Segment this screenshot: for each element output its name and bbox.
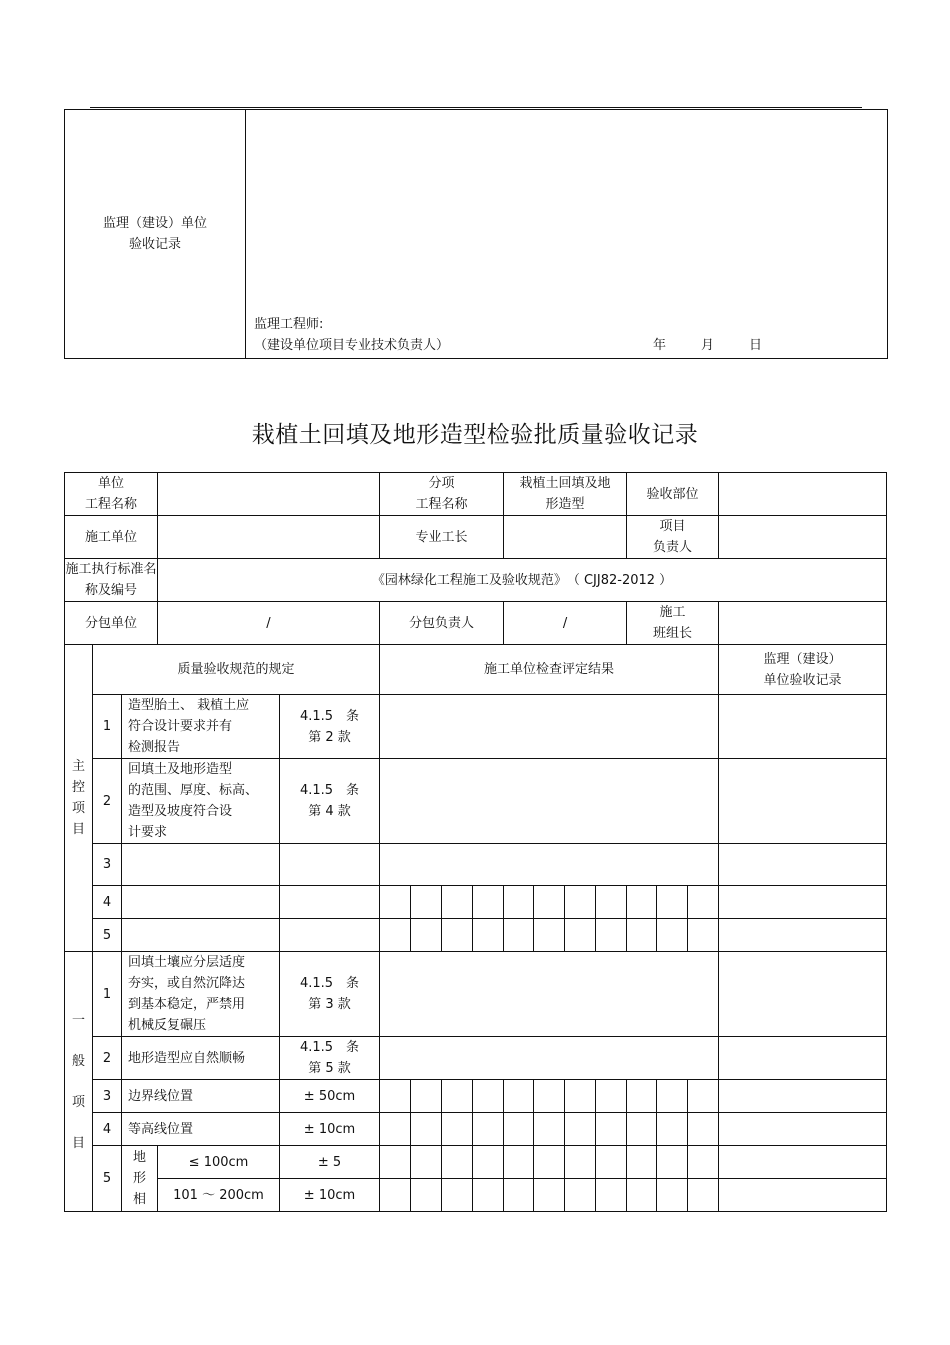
inspection-part-value <box>719 473 887 516</box>
project-lead-label-l2: 负责人 <box>653 540 693 555</box>
result-cell <box>596 1179 627 1212</box>
team-lead-label <box>627 602 719 645</box>
result-cell <box>473 1179 504 1212</box>
height-range: 101 ～ 200cm <box>158 1179 280 1212</box>
standard-label-l2: 称及编号 <box>84 583 137 598</box>
item-text-line: 造型及坡度符合设 <box>128 804 233 819</box>
result-cell <box>442 1179 473 1212</box>
item-clause-line: 4.1.5 条 <box>299 783 360 798</box>
item-number: 1 <box>93 695 122 759</box>
result-cell <box>534 1179 565 1212</box>
item-number: 4 <box>93 886 122 919</box>
item-tolerance: ± 10cm <box>280 1113 380 1146</box>
supervision-column-header-l1: 监理（建设） <box>763 651 842 667</box>
item-text-line: 到基本稳定，严禁用 <box>128 997 246 1012</box>
result-cell <box>442 919 473 952</box>
main-control-char: 控 <box>71 780 85 795</box>
construction-unit-value <box>158 516 380 559</box>
result-cell <box>504 1179 534 1212</box>
sub-lead-label: 分包负责人 <box>380 602 504 645</box>
result-cell <box>380 1113 411 1146</box>
result-cell <box>627 1080 657 1113</box>
foreman-value <box>504 516 627 559</box>
sub-item-value-l1: 栽植土回填及地 <box>519 476 611 491</box>
item-supervision <box>719 952 887 1037</box>
result-cell <box>657 1080 688 1113</box>
result-cell <box>627 886 657 919</box>
standard-label <box>65 559 158 602</box>
result-cell <box>380 1179 411 1212</box>
team-lead-label-l2: 班组长 <box>653 626 693 641</box>
top-rule <box>90 107 862 108</box>
project-lead-label-l1: 项目 <box>659 519 686 534</box>
item-clause-line: 4.1.5 条 <box>299 1040 360 1055</box>
spec-column-header: 质量验收规范的规定 <box>93 645 380 695</box>
item-clause-line: 4.1.5 条 <box>299 976 360 991</box>
result-cell <box>627 1146 657 1179</box>
result-cell <box>565 1146 596 1179</box>
team-lead-value <box>719 602 887 645</box>
result-cell <box>596 919 627 952</box>
result-cell <box>565 1179 596 1212</box>
supervision-column-header <box>719 645 887 695</box>
item-text-line: 检测报告 <box>128 740 181 755</box>
item-text-line: 符合设计要求并有 <box>128 719 233 734</box>
result-cell <box>473 1080 504 1113</box>
result-cell <box>411 1113 442 1146</box>
sub-item-value <box>504 473 627 516</box>
item-clause-line: 4.1.5 条 <box>299 708 360 724</box>
item-clause <box>280 886 380 919</box>
item-description: 地形造型应自然顺畅 <box>122 1037 280 1080</box>
result-cell <box>596 1080 627 1113</box>
item-clause <box>280 759 380 844</box>
item-description <box>122 952 280 1037</box>
result-cell <box>688 1179 719 1212</box>
day-label: 日 <box>748 338 762 353</box>
unit-project-label-l1: 单位 <box>97 476 124 491</box>
item-text-line: 夯实，或自然沉降达 <box>128 976 246 991</box>
item-description: 等高线位置 <box>122 1113 280 1146</box>
year-label: 年 <box>652 338 666 353</box>
item-text-line: 造型胎土、 栽植土应 <box>128 698 250 713</box>
item-description <box>122 695 280 759</box>
result-cell <box>657 1179 688 1212</box>
item-number: 2 <box>93 759 122 844</box>
result-cell <box>534 1113 565 1146</box>
result-cell <box>627 1179 657 1212</box>
item-result <box>380 844 719 886</box>
sub-item-label <box>380 473 504 516</box>
sub-lead-value: / <box>504 602 627 645</box>
general-char: 般 <box>71 1053 85 1069</box>
project-lead-label <box>627 516 719 559</box>
result-cell <box>442 1146 473 1179</box>
item-description <box>122 886 280 919</box>
unit-project-value <box>158 473 380 516</box>
result-cell <box>596 886 627 919</box>
engineer-label: 监理工程师: <box>254 317 324 332</box>
item-text-line: 机械反复碾压 <box>128 1018 207 1033</box>
result-cell <box>657 919 688 952</box>
main-control-char: 目 <box>71 822 85 837</box>
result-cell <box>657 886 688 919</box>
standard-value: 《园林绿化工程施工及验收规范》 （ CJJ82-2012 ） <box>158 559 887 602</box>
result-cell <box>688 1146 719 1179</box>
result-cell <box>442 886 473 919</box>
unit-project-label-l2: 工程名称 <box>84 497 137 512</box>
project-lead-value <box>719 516 887 559</box>
supervision-label-cell <box>65 110 246 359</box>
terrain-char: 相 <box>132 1192 146 1207</box>
standard-label-l1: 施工执行标准名 <box>65 562 157 577</box>
item-clause <box>280 919 380 952</box>
item-supervision <box>719 1037 887 1080</box>
item-result <box>380 952 719 1037</box>
result-cell <box>688 1113 719 1146</box>
page-title: 栽植土回填及地形造型检验批质量验收记录 <box>251 422 699 448</box>
item-result <box>380 695 719 759</box>
result-cell <box>473 919 504 952</box>
result-cell <box>688 919 719 952</box>
result-cell <box>504 919 534 952</box>
item-description <box>122 844 280 886</box>
item-number: 1 <box>93 952 122 1037</box>
item-supervision <box>719 886 887 919</box>
result-cell <box>596 1146 627 1179</box>
owner-tech-label: （建设单位项目专业技术负责人） <box>254 338 450 353</box>
result-cell <box>504 886 534 919</box>
construction-unit-label: 施工单位 <box>65 516 158 559</box>
supervision-record-table <box>64 109 888 359</box>
result-cell <box>411 1179 442 1212</box>
result-cell <box>688 886 719 919</box>
result-cell <box>380 919 411 952</box>
sub-item-label-l2: 工程名称 <box>415 497 468 512</box>
general-label <box>65 952 93 1212</box>
general-char: 目 <box>71 1135 85 1151</box>
result-cell <box>657 1146 688 1179</box>
item-text-line: 的范围、厚度、标高、 <box>128 783 259 798</box>
main-control-char: 项 <box>71 801 85 816</box>
item-clause <box>280 952 380 1037</box>
result-cell <box>657 1113 688 1146</box>
result-cell <box>411 919 442 952</box>
item-text-line: 回填土及地形造型 <box>128 762 233 777</box>
item-description: 边界线位置 <box>122 1080 280 1113</box>
item-text-line: 计要求 <box>128 825 168 840</box>
item-description <box>122 919 280 952</box>
result-cell <box>596 1113 627 1146</box>
result-cell <box>627 919 657 952</box>
result-cell <box>380 886 411 919</box>
item-number: 4 <box>93 1113 122 1146</box>
result-cell <box>380 1080 411 1113</box>
result-cell <box>411 886 442 919</box>
item-tolerance: ± 5 <box>280 1146 380 1179</box>
sub-item-label-l1: 分项 <box>428 476 455 491</box>
foreman-label: 专业工长 <box>380 516 504 559</box>
item-clause <box>280 1037 380 1080</box>
item-clause <box>280 844 380 886</box>
main-control-char: 主 <box>71 759 85 774</box>
terrain-sub-label <box>122 1146 158 1212</box>
result-cell <box>504 1146 534 1179</box>
result-column-header: 施工单位检查评定结果 <box>380 645 719 695</box>
item-supervision <box>719 1146 887 1179</box>
result-cell <box>473 1146 504 1179</box>
item-result <box>380 1037 719 1080</box>
result-cell <box>688 1080 719 1113</box>
result-cell <box>442 1113 473 1146</box>
item-supervision <box>719 1179 887 1212</box>
result-cell <box>473 1113 504 1146</box>
result-cell <box>534 886 565 919</box>
item-tolerance: ± 50cm <box>280 1080 380 1113</box>
result-cell <box>534 1080 565 1113</box>
item-clause-line: 第 4 款 <box>308 804 351 819</box>
result-cell <box>534 919 565 952</box>
general-char: 一 <box>71 1012 85 1028</box>
result-cell <box>565 1113 596 1146</box>
item-supervision <box>719 844 887 886</box>
result-cell <box>411 1146 442 1179</box>
result-cell <box>565 1080 596 1113</box>
item-supervision <box>719 1113 887 1146</box>
item-number: 5 <box>93 919 122 952</box>
terrain-char: 地 <box>132 1150 146 1165</box>
unit-project-label <box>65 473 158 516</box>
supervision-column-header-l2: 单位验收记录 <box>763 672 842 688</box>
item-text-line: 回填土壤应分层适度 <box>128 955 246 970</box>
item-clause-line: 第 2 款 <box>308 729 351 745</box>
terrain-char: 形 <box>132 1171 146 1186</box>
team-lead-label-l1: 施工 <box>659 605 686 620</box>
item-clause <box>280 695 380 759</box>
result-cell <box>534 1146 565 1179</box>
subcontractor-value: / <box>158 602 380 645</box>
item-tolerance: ± 10cm <box>280 1179 380 1212</box>
item-number: 5 <box>93 1146 122 1212</box>
item-clause-line: 第 3 款 <box>308 997 351 1012</box>
item-supervision <box>719 759 887 844</box>
result-cell <box>442 1080 473 1113</box>
result-cell <box>380 1146 411 1179</box>
item-description <box>122 759 280 844</box>
item-supervision <box>719 919 887 952</box>
item-number: 3 <box>93 844 122 886</box>
main-control-label <box>65 645 93 952</box>
item-supervision <box>719 1080 887 1113</box>
result-cell <box>504 1113 534 1146</box>
supervision-signature-cell <box>246 110 888 359</box>
month-label: 月 <box>700 338 714 353</box>
supervision-label-line2: 验收记录 <box>128 237 181 252</box>
result-cell <box>565 919 596 952</box>
subcontractor-label: 分包单位 <box>65 602 158 645</box>
result-cell <box>504 1080 534 1113</box>
sub-item-value-l2: 形造型 <box>545 497 585 512</box>
item-number: 3 <box>93 1080 122 1113</box>
supervision-label-line1: 监理（建设）单位 <box>102 216 207 231</box>
item-result <box>380 759 719 844</box>
general-char: 项 <box>71 1094 85 1110</box>
inspection-record-table <box>64 472 887 1212</box>
result-cell <box>565 886 596 919</box>
height-range: ≤ 100cm <box>158 1146 280 1179</box>
result-cell <box>473 886 504 919</box>
inspection-part-label: 验收部位 <box>627 473 719 516</box>
result-cell <box>627 1113 657 1146</box>
item-clause-line: 第 5 款 <box>308 1061 351 1076</box>
item-number: 2 <box>93 1037 122 1080</box>
item-supervision <box>719 695 887 759</box>
result-cell <box>411 1080 442 1113</box>
